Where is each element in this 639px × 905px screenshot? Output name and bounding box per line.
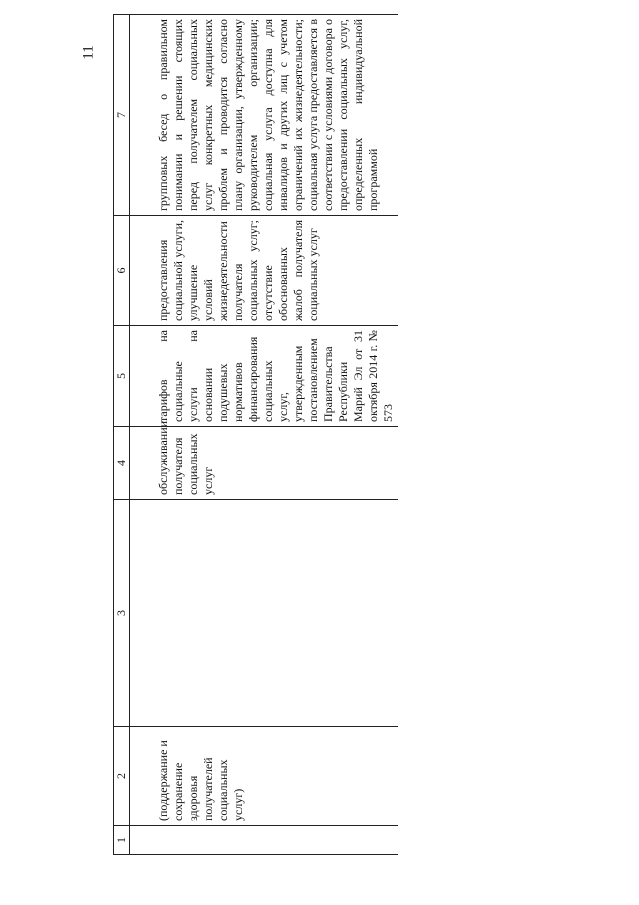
cell-col1 xyxy=(130,826,399,855)
table-row xyxy=(130,15,399,855)
cell-col2: (поддержание и сохранение здоровья получателей социальных услуг) xyxy=(130,727,399,826)
cell-col6: предоставления социальной услуги, улучшение условий жизнедеятельности получателя социальных услуг; отсутствие обоснованных жалоб получателя социальных услуг xyxy=(130,216,399,326)
services-table xyxy=(113,14,398,855)
column-number-7: 7 xyxy=(114,15,130,216)
cell-col4: обслуживании получателя социальных услуг xyxy=(130,427,399,500)
cell-col7: групповых бесед о правильном понимании и решении стоящих перед получателем социальных услуг конкретных медицинских проблем и проводится согласно плану организации, утвержденному руководителем организации; социальная услуга доступна для инвалидов и других лиц с учетом ограничений их жизнедеятельности; социальная услуга предоставляется в соответствии с условиями договора о предоставлении социальных услуг, определенных индивидуальной программой xyxy=(130,15,399,216)
column-number-header xyxy=(114,15,130,855)
column-number-6: 6 xyxy=(114,216,130,326)
cell-col5: тарифов на социальные услуги на основании подушевых нормативов финансирования социальных услуг, утвержденным постановлением Правительства Республики Марий Эл от 31 октября 2014 г. № 573 xyxy=(130,326,399,427)
cell-col3 xyxy=(130,500,399,727)
column-number-2: 2 xyxy=(114,727,130,826)
column-number-3: 3 xyxy=(114,500,130,727)
page-number: 11 xyxy=(80,45,97,60)
column-number-1: 1 xyxy=(114,826,130,855)
rotated-table-container xyxy=(113,19,573,855)
column-number-5: 5 xyxy=(114,326,130,427)
column-number-4: 4 xyxy=(114,427,130,500)
